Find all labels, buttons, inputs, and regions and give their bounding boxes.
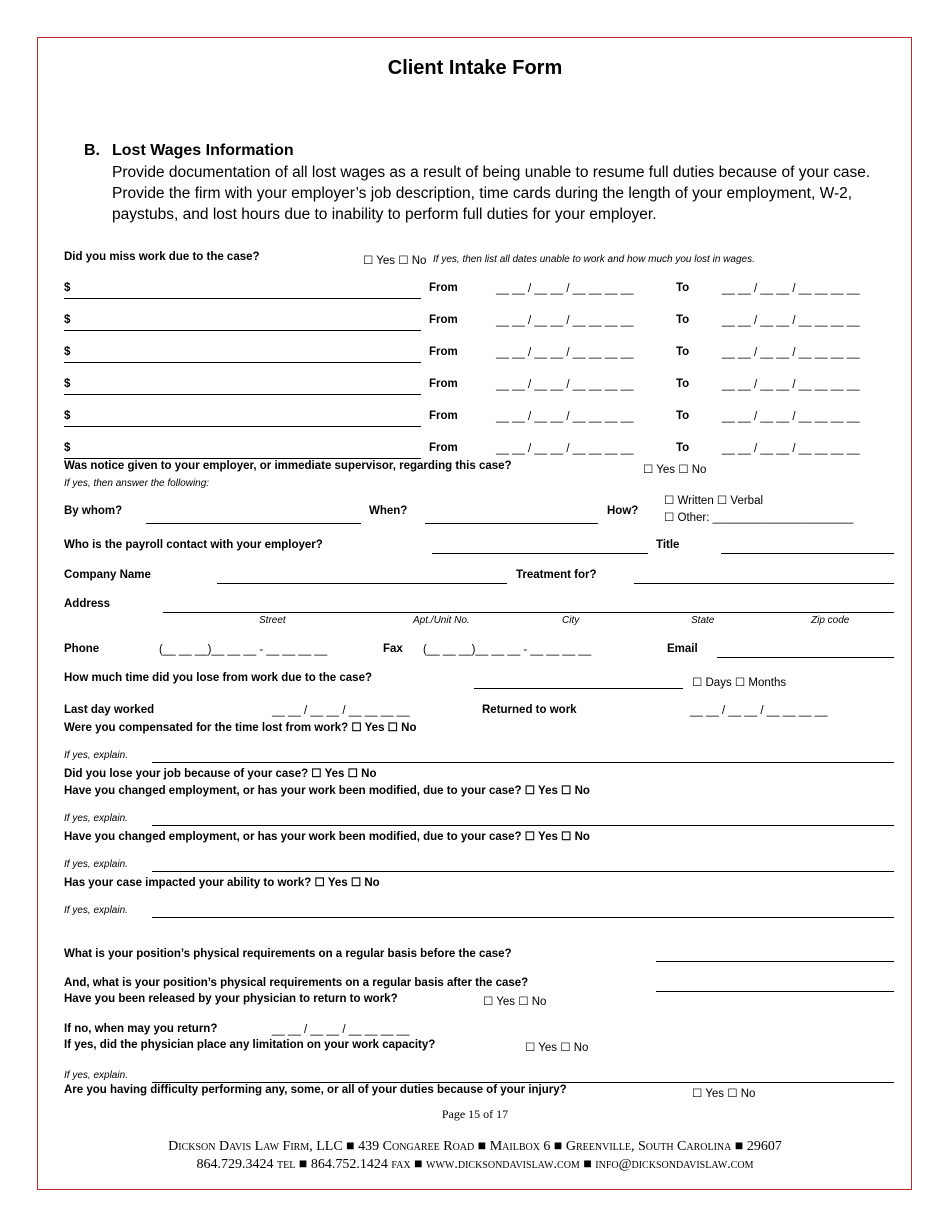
fax-label: Fax xyxy=(383,643,403,655)
footer-contact: 864.729.3424 tel ■ 864.752.1424 fax ■ www.dicksondavislaw.com ■ info@dicksondavislaw.com xyxy=(196,1157,754,1172)
treatment-label: Treatment for? xyxy=(516,569,597,581)
wage-dollar-sign: $ xyxy=(64,378,71,390)
changed-1-explain-field[interactable] xyxy=(152,825,894,826)
wage-to-label: To xyxy=(676,410,690,422)
limitation-checkboxes[interactable]: ☐ Yes ☐ No xyxy=(525,1042,589,1054)
section-intro-3: paystubs, and lost hours due to inability to perform full duties for your employer. xyxy=(112,206,657,223)
how-options-2[interactable]: ☐ Other: ______________________ xyxy=(664,512,854,524)
physical-before-field[interactable] xyxy=(656,961,894,962)
changed-2-explain-field[interactable] xyxy=(152,871,894,872)
changed-1-explain-label: If yes, explain. xyxy=(64,813,128,824)
wage-to-label: To xyxy=(676,378,690,390)
wage-from-date[interactable]: __ __ / __ __ / __ __ __ __ xyxy=(496,283,634,295)
last-day-field[interactable]: __ __ / __ __ / __ __ __ __ xyxy=(272,705,410,717)
payroll-field[interactable] xyxy=(432,553,648,554)
compensated-question[interactable]: Were you compensated for the time lost from work? ☐ Yes ☐ No xyxy=(64,722,417,734)
wage-from-label: From xyxy=(429,282,458,294)
phone-field[interactable]: (__ __ __)__ __ __ - __ __ __ __ xyxy=(159,644,328,656)
wage-amount-field[interactable] xyxy=(64,362,421,363)
return-when-question: If no, when may you return? xyxy=(64,1023,218,1035)
address-apt-caption: Apt./Unit No. xyxy=(413,615,470,626)
wage-to-date[interactable]: __ __ / __ __ / __ __ __ __ xyxy=(722,347,860,359)
when-label: When? xyxy=(369,505,408,517)
wage-to-date[interactable]: __ __ / __ __ / __ __ __ __ xyxy=(722,315,860,327)
section-letter: B. xyxy=(84,142,100,159)
limitation-explain-field[interactable] xyxy=(152,1082,894,1083)
page-number: Page 15 of 17 xyxy=(441,1107,509,1121)
wage-from-date[interactable]: __ __ / __ __ / __ __ __ __ xyxy=(496,379,634,391)
wage-from-date[interactable]: __ __ / __ __ / __ __ __ __ xyxy=(496,315,634,327)
wage-amount-field[interactable] xyxy=(64,458,421,459)
returned-field[interactable]: __ __ / __ __ / __ __ __ __ xyxy=(690,705,828,717)
difficulty-question: Are you having difficulty performing any, some, or all of your duties because of your injury? xyxy=(64,1084,567,1096)
wage-from-label: From xyxy=(429,410,458,422)
payroll-label: Who is the payroll contact with your employer? xyxy=(64,539,323,551)
wage-amount-field[interactable] xyxy=(64,330,421,331)
miss-work-checkboxes[interactable]: ☐ Yes ☐ No xyxy=(363,255,427,267)
physical-before-question: What is your position’s physical requirements on a regular basis before the case? xyxy=(64,948,512,960)
address-street-caption: Street xyxy=(259,615,286,626)
title-label: Title xyxy=(656,539,680,551)
miss-work-question: Did you miss work due to the case? xyxy=(64,251,260,263)
section-intro-1: Provide documentation of all lost wages as a result of being unable to resume full duties because of your case. xyxy=(112,164,871,181)
company-name-field[interactable] xyxy=(217,583,507,584)
treatment-field[interactable] xyxy=(634,583,894,584)
limitation-explain-label: If yes, explain. xyxy=(64,1070,128,1081)
by-whom-label: By whom? xyxy=(64,505,123,517)
wage-amount-field[interactable] xyxy=(64,426,421,427)
changed-employment-question-1[interactable]: Have you changed employment, or has your work been modified, due to your case? ☐ Yes ☐ No xyxy=(64,785,590,797)
released-checkboxes[interactable]: ☐ Yes ☐ No xyxy=(483,996,547,1008)
wage-to-date[interactable]: __ __ / __ __ / __ __ __ __ xyxy=(722,283,860,295)
changed-2-explain-label: If yes, explain. xyxy=(64,859,128,870)
notice-hint: If yes, then answer the following: xyxy=(64,478,210,489)
wage-to-label: To xyxy=(676,346,690,358)
wage-from-label: From xyxy=(429,378,458,390)
title-field[interactable] xyxy=(721,553,894,554)
wage-from-date[interactable]: __ __ / __ __ / __ __ __ __ xyxy=(496,347,634,359)
by-whom-field[interactable] xyxy=(146,523,361,524)
notice-checkboxes[interactable]: ☐ Yes ☐ No xyxy=(643,464,707,476)
wage-dollar-sign: $ xyxy=(64,442,71,454)
section-intro-2: Provide the firm with your employer’s job description, time cards during the length of your employment, W-2, xyxy=(112,185,853,202)
wage-to-label: To xyxy=(676,442,690,454)
impacted-explain-field[interactable] xyxy=(152,917,894,918)
return-when-field[interactable]: __ __ / __ __ / __ __ __ __ xyxy=(272,1024,410,1036)
email-label: Email xyxy=(667,643,698,655)
wage-to-label: To xyxy=(676,282,690,294)
last-day-label: Last day worked xyxy=(64,704,155,716)
email-field[interactable] xyxy=(717,657,894,658)
footer-address: Dickson Davis Law Firm, LLC ■ 439 Congaree Road ■ Mailbox 6 ■ Greenville, South Carolina ■ 29607 xyxy=(168,1139,782,1154)
wage-from-label: From xyxy=(429,314,458,326)
compensated-explain-label: If yes, explain. xyxy=(64,750,128,761)
wage-from-label: From xyxy=(429,442,458,454)
impacted-question[interactable]: Has your case impacted your ability to work? ☐ Yes ☐ No xyxy=(64,877,380,889)
wage-dollar-sign: $ xyxy=(64,346,71,358)
changed-employment-question-2[interactable]: Have you changed employment, or has your work been modified, due to your case? ☐ Yes ☐ No xyxy=(64,831,590,843)
address-city-caption: City xyxy=(562,615,580,626)
time-lost-field[interactable] xyxy=(474,688,683,689)
physical-after-question: And, what is your position’s physical requirements on a regular basis after the case? xyxy=(64,977,529,989)
wage-dollar-sign: $ xyxy=(64,282,71,294)
how-options-1[interactable]: ☐ Written ☐ Verbal xyxy=(664,495,764,507)
wage-dollar-sign: $ xyxy=(64,314,71,326)
lose-job-question[interactable]: Did you lose your job because of your case? ☐ Yes ☐ No xyxy=(64,768,377,780)
released-question: Have you been released by your physician to return to work? xyxy=(64,993,398,1005)
when-field[interactable] xyxy=(425,523,598,524)
wage-from-label: From xyxy=(429,346,458,358)
compensated-explain-field[interactable] xyxy=(152,762,894,763)
difficulty-checkboxes[interactable]: ☐ Yes ☐ No xyxy=(692,1088,756,1100)
address-state-caption: State xyxy=(691,615,715,626)
physical-after-field[interactable] xyxy=(656,991,894,992)
wage-to-date[interactable]: __ __ / __ __ / __ __ __ __ xyxy=(722,379,860,391)
address-label: Address xyxy=(64,598,111,610)
phone-label: Phone xyxy=(64,643,100,655)
how-label: How? xyxy=(607,505,639,517)
wage-from-date[interactable]: __ __ / __ __ / __ __ __ __ xyxy=(496,411,634,423)
time-lost-question: How much time did you lose from work due to the case? xyxy=(64,672,372,684)
wage-to-label: To xyxy=(676,314,690,326)
returned-label: Returned to work xyxy=(482,704,577,716)
limitation-question: If yes, did the physician place any limitation on your work capacity? xyxy=(64,1039,436,1051)
wage-from-date[interactable]: __ __ / __ __ / __ __ __ __ xyxy=(496,443,634,455)
address-field[interactable] xyxy=(163,612,894,613)
company-name-label: Company Name xyxy=(64,569,151,581)
wage-to-date[interactable]: __ __ / __ __ / __ __ __ __ xyxy=(722,411,860,423)
miss-work-hint: If yes, then list all dates unable to work and how much you lost in wages. xyxy=(433,254,755,265)
notice-question: Was notice given to your employer, or immediate supervisor, regarding this case? xyxy=(64,460,512,472)
wage-amount-field[interactable] xyxy=(64,298,421,299)
wage-to-date[interactable]: __ __ / __ __ / __ __ __ __ xyxy=(722,443,860,455)
page-title: Client Intake Form xyxy=(387,57,563,79)
impacted-explain-label: If yes, explain. xyxy=(64,905,128,916)
wage-amount-field[interactable] xyxy=(64,394,421,395)
address-zip-caption: Zip code xyxy=(811,615,850,626)
time-lost-units[interactable]: ☐ Days ☐ Months xyxy=(692,677,787,689)
fax-field[interactable]: (__ __ __)__ __ __ - __ __ __ __ xyxy=(423,644,592,656)
section-heading: Lost Wages Information xyxy=(112,142,294,159)
wage-dollar-sign: $ xyxy=(64,410,71,422)
